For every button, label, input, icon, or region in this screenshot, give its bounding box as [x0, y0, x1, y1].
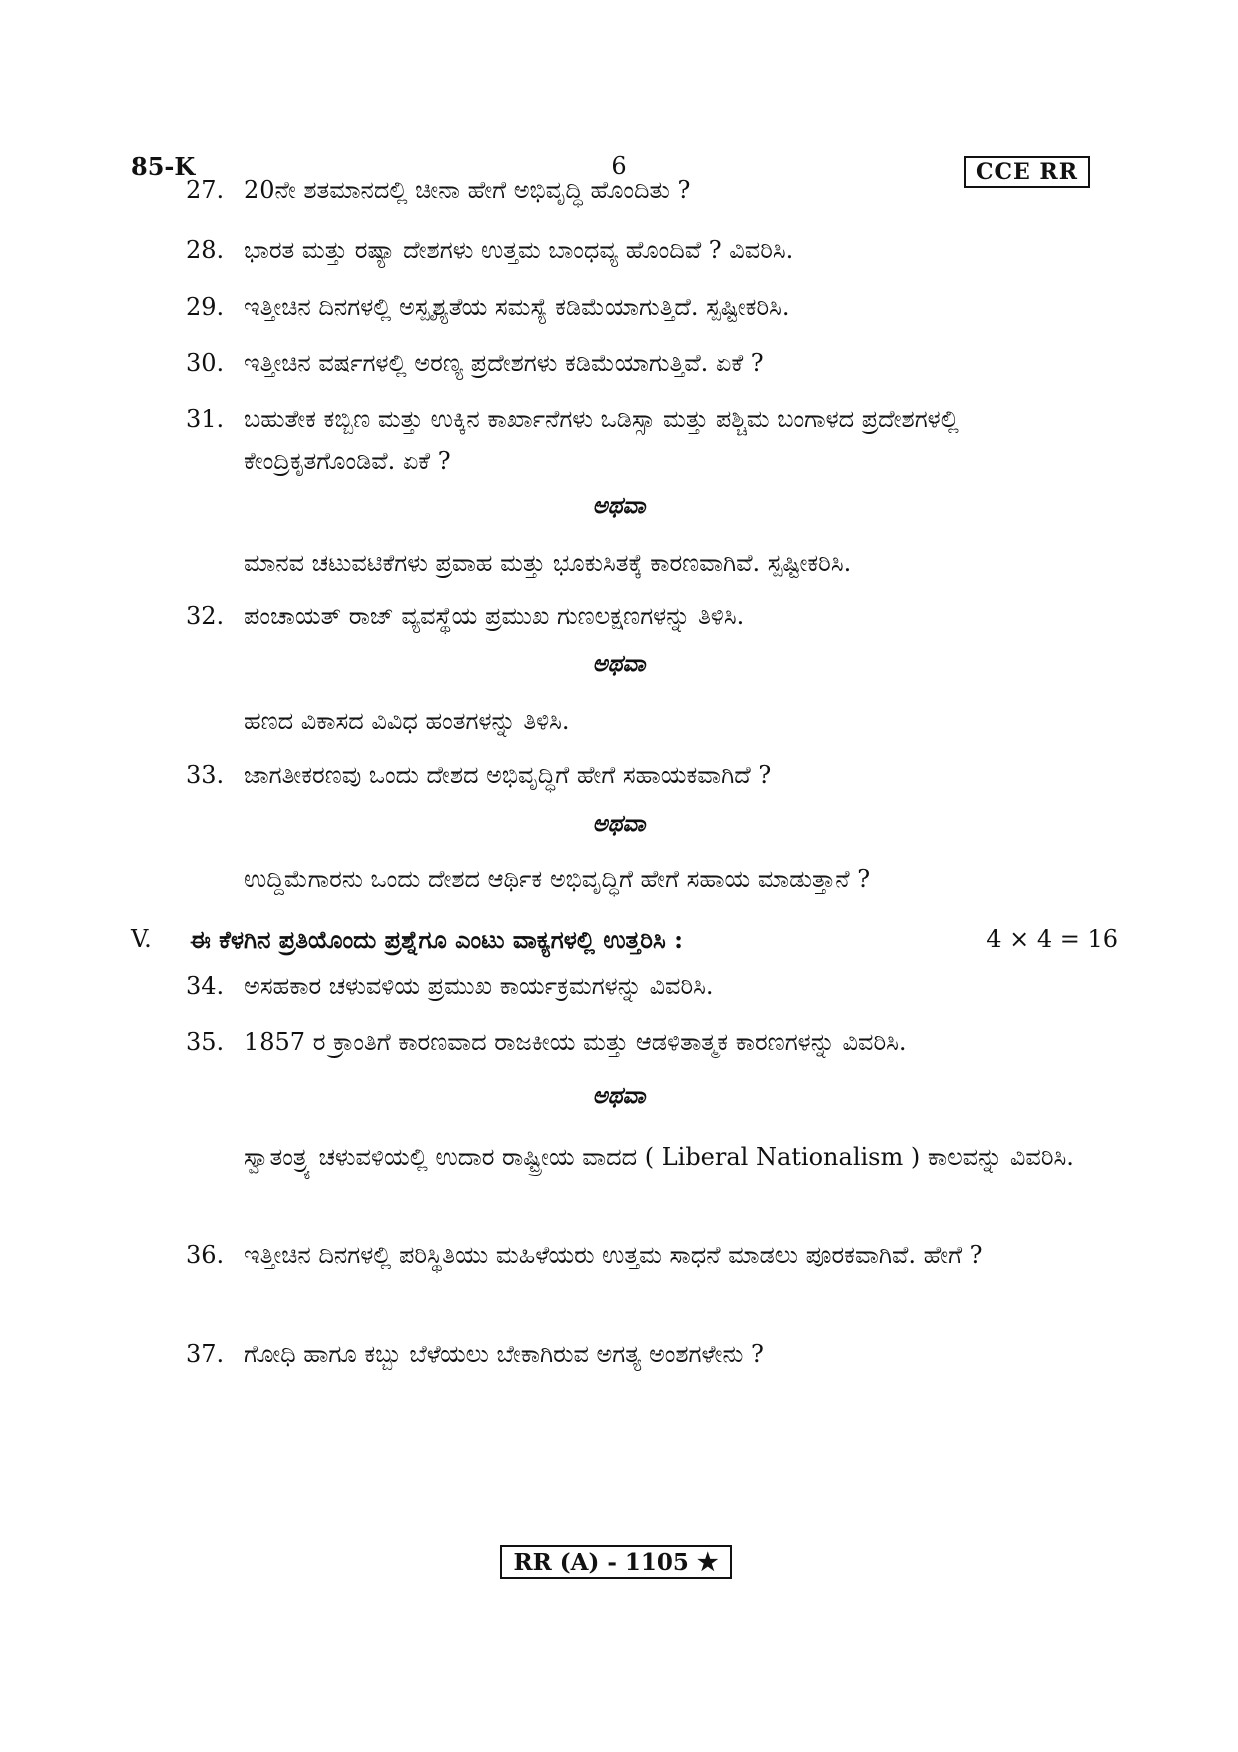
- alternative-question: ಸ್ವಾತಂತ್ರ್ಯ ಚಳುವಳಿಯಲ್ಲಿ ಉದಾರ ರಾಷ್ಟ್ರೀಯ ವಾದದ ( Liberal Nationalism ) ಕಾಲವನ್ನು ವಿವರಿಸಿ.: [244, 1143, 1074, 1171]
- star-icon: ★: [696, 1547, 719, 1576]
- question-text: ಇತ್ತೀಚಿನ ದಿನಗಳಲ್ಲಿ ಅಸ್ಪೃಶ್ಯತೆಯ ಸಮಸ್ಯೆ ಕಡಿಮೆಯಾಗುತ್ತಿದೆ. ಸ್ಪಷ್ಟೀಕರಿಸಿ.: [244, 293, 790, 321]
- section-instruction: ಈ ಕೆಳಗಿನ ಪ್ರತಿಯೊಂದು ಪ್ರಶ್ನೆಗೂ ಎಂಟು ವಾಕ್ಯಗಳಲ್ಲಿ ಉತ್ತರಿಸಿ :: [190, 925, 683, 954]
- footer-code-box: [500, 1545, 732, 1579]
- exam-series-box: CCE RR: [964, 156, 1090, 188]
- question-text: ಜಾಗತೀಕರಣವು ಒಂದು ದೇಶದ ಅಭಿವೃದ್ಧಿಗೆ ಹೇಗೆ ಸಹಾಯಕವಾಗಿದೆ ?: [244, 761, 772, 789]
- question-number: 34.: [186, 972, 225, 1000]
- or-label: ಅಥವಾ: [592, 492, 646, 519]
- paper-code: 85-K: [131, 152, 196, 181]
- question-number: 31.: [186, 405, 225, 433]
- question-number: 30.: [186, 349, 225, 377]
- question-number: 28.: [186, 236, 225, 264]
- question-number: 36.: [186, 1241, 225, 1269]
- question-text: ಗೋಧಿ ಹಾಗೂ ಕಬ್ಬು ಬೆಳೆಯಲು ಬೇಕಾಗಿರುವ ಅಗತ್ಯ ಅಂಶಗಳೇನು ?: [244, 1340, 764, 1368]
- or-label: ಅಥವಾ: [592, 810, 646, 837]
- section-marks: 4 × 4 = 16: [986, 925, 1118, 953]
- question-number: 37.: [186, 1340, 225, 1368]
- or-label: ಅಥವಾ: [592, 1082, 646, 1109]
- question-text: ಭಾರತ ಮತ್ತು ರಷ್ಯಾ ದೇಶಗಳು ಉತ್ತಮ ಬಾಂಧವ್ಯ ಹೊಂದಿವೆ ? ವಿವರಿಸಿ.: [244, 236, 794, 264]
- question-text: ಬಹುತೇಕ ಕಬ್ಬಿಣ ಮತ್ತು ಉಕ್ಕಿನ ಕಾರ್ಖಾನೆಗಳು ಒಡಿಸ್ಸಾ ಮತ್ತು ಪಶ್ಚಿಮ ಬಂಗಾಳದ ಪ್ರದೇಶಗಳಲ್ಲಿ ಕೇಂದ್ರಿಕೃತಗೊಂಡಿವೆ. ಏಕೆ ?: [244, 405, 959, 475]
- question-number: 27.: [186, 176, 225, 204]
- question-text: 20ನೇ ಶತಮಾನದಲ್ಲಿ ಚೀನಾ ಹೇಗೆ ಅಭಿವೃದ್ಧಿ ಹೊಂದಿತು ?: [244, 176, 691, 204]
- question-number: 35.: [186, 1028, 225, 1056]
- question-number: 33.: [186, 761, 225, 789]
- alternative-question: ಉದ್ದಿಮೆಗಾರನು ಒಂದು ದೇಶದ ಆರ್ಥಿಕ ಅಭಿವೃದ್ಧಿಗೆ ಹೇಗೆ ಸಹಾಯ ಮಾಡುತ್ತಾನೆ ?: [244, 865, 871, 893]
- alternative-question: ಹಣದ ವಿಕಾಸದ ವಿವಿಧ ಹಂತಗಳನ್ನು ತಿಳಿಸಿ.: [244, 707, 570, 735]
- question-number: 32.: [186, 602, 225, 630]
- question-text: ಪಂಚಾಯತ್ ರಾಜ್ ವ್ಯವಸ್ಥೆಯ ಪ್ರಮುಖ ಗುಣಲಕ್ಷಣಗಳನ್ನು ತಿಳಿಸಿ.: [244, 602, 745, 630]
- or-label: ಅಥವಾ: [592, 650, 646, 677]
- question-text: ಇತ್ತೀಚಿನ ವರ್ಷಗಳಲ್ಲಿ ಅರಣ್ಯ ಪ್ರದೇಶಗಳು ಕಡಿಮೆಯಾಗುತ್ತಿವೆ. ಏಕೆ ?: [244, 349, 764, 377]
- question-text: ಅಸಹಕಾರ ಚಳುವಳಿಯ ಪ್ರಮುಖ ಕಾರ್ಯಕ್ರಮಗಳನ್ನು ವಿವರಿಸಿ.: [244, 972, 714, 1000]
- question-text: 1857 ರ ಕ್ರಾಂತಿಗೆ ಕಾರಣವಾದ ರಾಜಕೀಯ ಮತ್ತು ಆಡಳಿತಾತ್ಮಕ ಕಾರಣಗಳನ್ನು ವಿವರಿಸಿ.: [244, 1028, 907, 1056]
- page-number: 6: [611, 152, 627, 180]
- section-number: V.: [131, 925, 152, 953]
- alternative-question: ಮಾನವ ಚಟುವಟಿಕೆಗಳು ಪ್ರವಾಹ ಮತ್ತು ಭೂಕುಸಿತಕ್ಕೆ ಕಾರಣವಾಗಿವೆ. ಸ್ಪಷ್ಟೀಕರಿಸಿ.: [244, 549, 852, 577]
- question-number: 29.: [186, 293, 225, 321]
- question-text: ಇತ್ತೀಚಿನ ದಿನಗಳಲ್ಲಿ ಪರಿಸ್ಥಿತಿಯು ಮಹಿಳೆಯರು ಉತ್ತಮ ಸಾಧನೆ ಮಾಡಲು ಪೂರಕವಾಗಿವೆ. ಹೇಗೆ ?: [244, 1241, 983, 1269]
- footer-code: RR (A) - 1105: [513, 1549, 689, 1576]
